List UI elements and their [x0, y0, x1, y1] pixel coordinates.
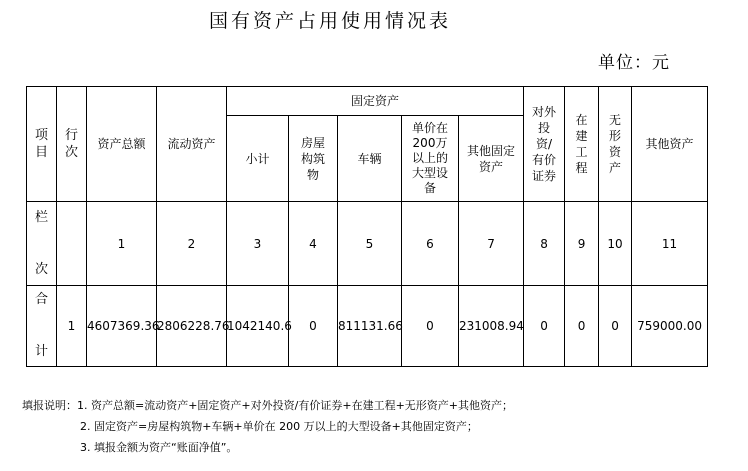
- header-other-assets: 其他资产: [632, 87, 708, 202]
- column-number: 8: [524, 202, 565, 286]
- column-number: 3: [227, 202, 289, 286]
- total-value: 4607369.36: [87, 286, 157, 367]
- total-value: 0: [599, 286, 632, 367]
- header-buildings: 房屋构筑物: [289, 116, 338, 202]
- note-line: [22, 395, 513, 416]
- header-fixed-assets: 固定资产: [227, 87, 524, 116]
- column-row-empty: [57, 202, 87, 286]
- total-value: 0: [289, 286, 338, 367]
- total-value: 2806228.76: [157, 286, 227, 367]
- total-value: 0: [524, 286, 565, 367]
- total-value: 231008.94: [459, 286, 524, 367]
- total-value: 759000.00: [632, 286, 708, 367]
- total-value: 811131.66: [338, 286, 402, 367]
- column-number: 9: [565, 202, 599, 286]
- column-number: 2: [157, 202, 227, 286]
- header-total-assets: 资产总额: [87, 87, 157, 202]
- total-value: 1042140.6: [227, 286, 289, 367]
- note-item: 1. 资产总额=流动资产+固定资产+对外投资/有价证券+在建工程+无形资产+其他资产；: [77, 399, 513, 412]
- total-row-number: 1: [57, 286, 87, 367]
- header-intangible: 无形资产: [599, 87, 632, 202]
- filling-notes: [22, 395, 513, 458]
- header-construction: 在建工程: [565, 87, 599, 202]
- header-item: 项目: [27, 87, 57, 202]
- column-number: 6: [402, 202, 459, 286]
- column-number: 4: [289, 202, 338, 286]
- column-number: 10: [599, 202, 632, 286]
- header-other-fixed: 其他固定资产: [459, 116, 524, 202]
- column-number: 1: [87, 202, 157, 286]
- note-line: [22, 437, 513, 458]
- header-subtotal: 小计: [227, 116, 289, 202]
- page-title: 国有资产占用使用情况表: [208, 10, 451, 32]
- header-large-equipment: 单价在200万以上的大型设备: [402, 116, 459, 202]
- note-prefix: 填报说明：: [22, 399, 77, 412]
- unit-label: 单位：元: [598, 53, 670, 73]
- asset-table: [26, 86, 708, 367]
- column-number: 11: [632, 202, 708, 286]
- note-item: 2. 固定资产=房屋构筑物+车辆+单价在 200 万以上的大型设备+其他固定资产；: [80, 420, 478, 433]
- total-row-label: 合 计: [27, 286, 57, 367]
- header-row-no: 行次: [57, 87, 87, 202]
- total-value: 0: [402, 286, 459, 367]
- header-current-assets: 流动资产: [157, 87, 227, 202]
- note-item: 3. 填报金额为资产“账面净值”。: [80, 441, 238, 454]
- column-row-label: 栏 次: [27, 202, 57, 286]
- header-investments: 对外投资/有价证券: [524, 87, 565, 202]
- header-vehicles: 车辆: [338, 116, 402, 202]
- column-number: 7: [459, 202, 524, 286]
- note-line: [22, 416, 513, 437]
- column-number: 5: [338, 202, 402, 286]
- total-value: 0: [565, 286, 599, 367]
